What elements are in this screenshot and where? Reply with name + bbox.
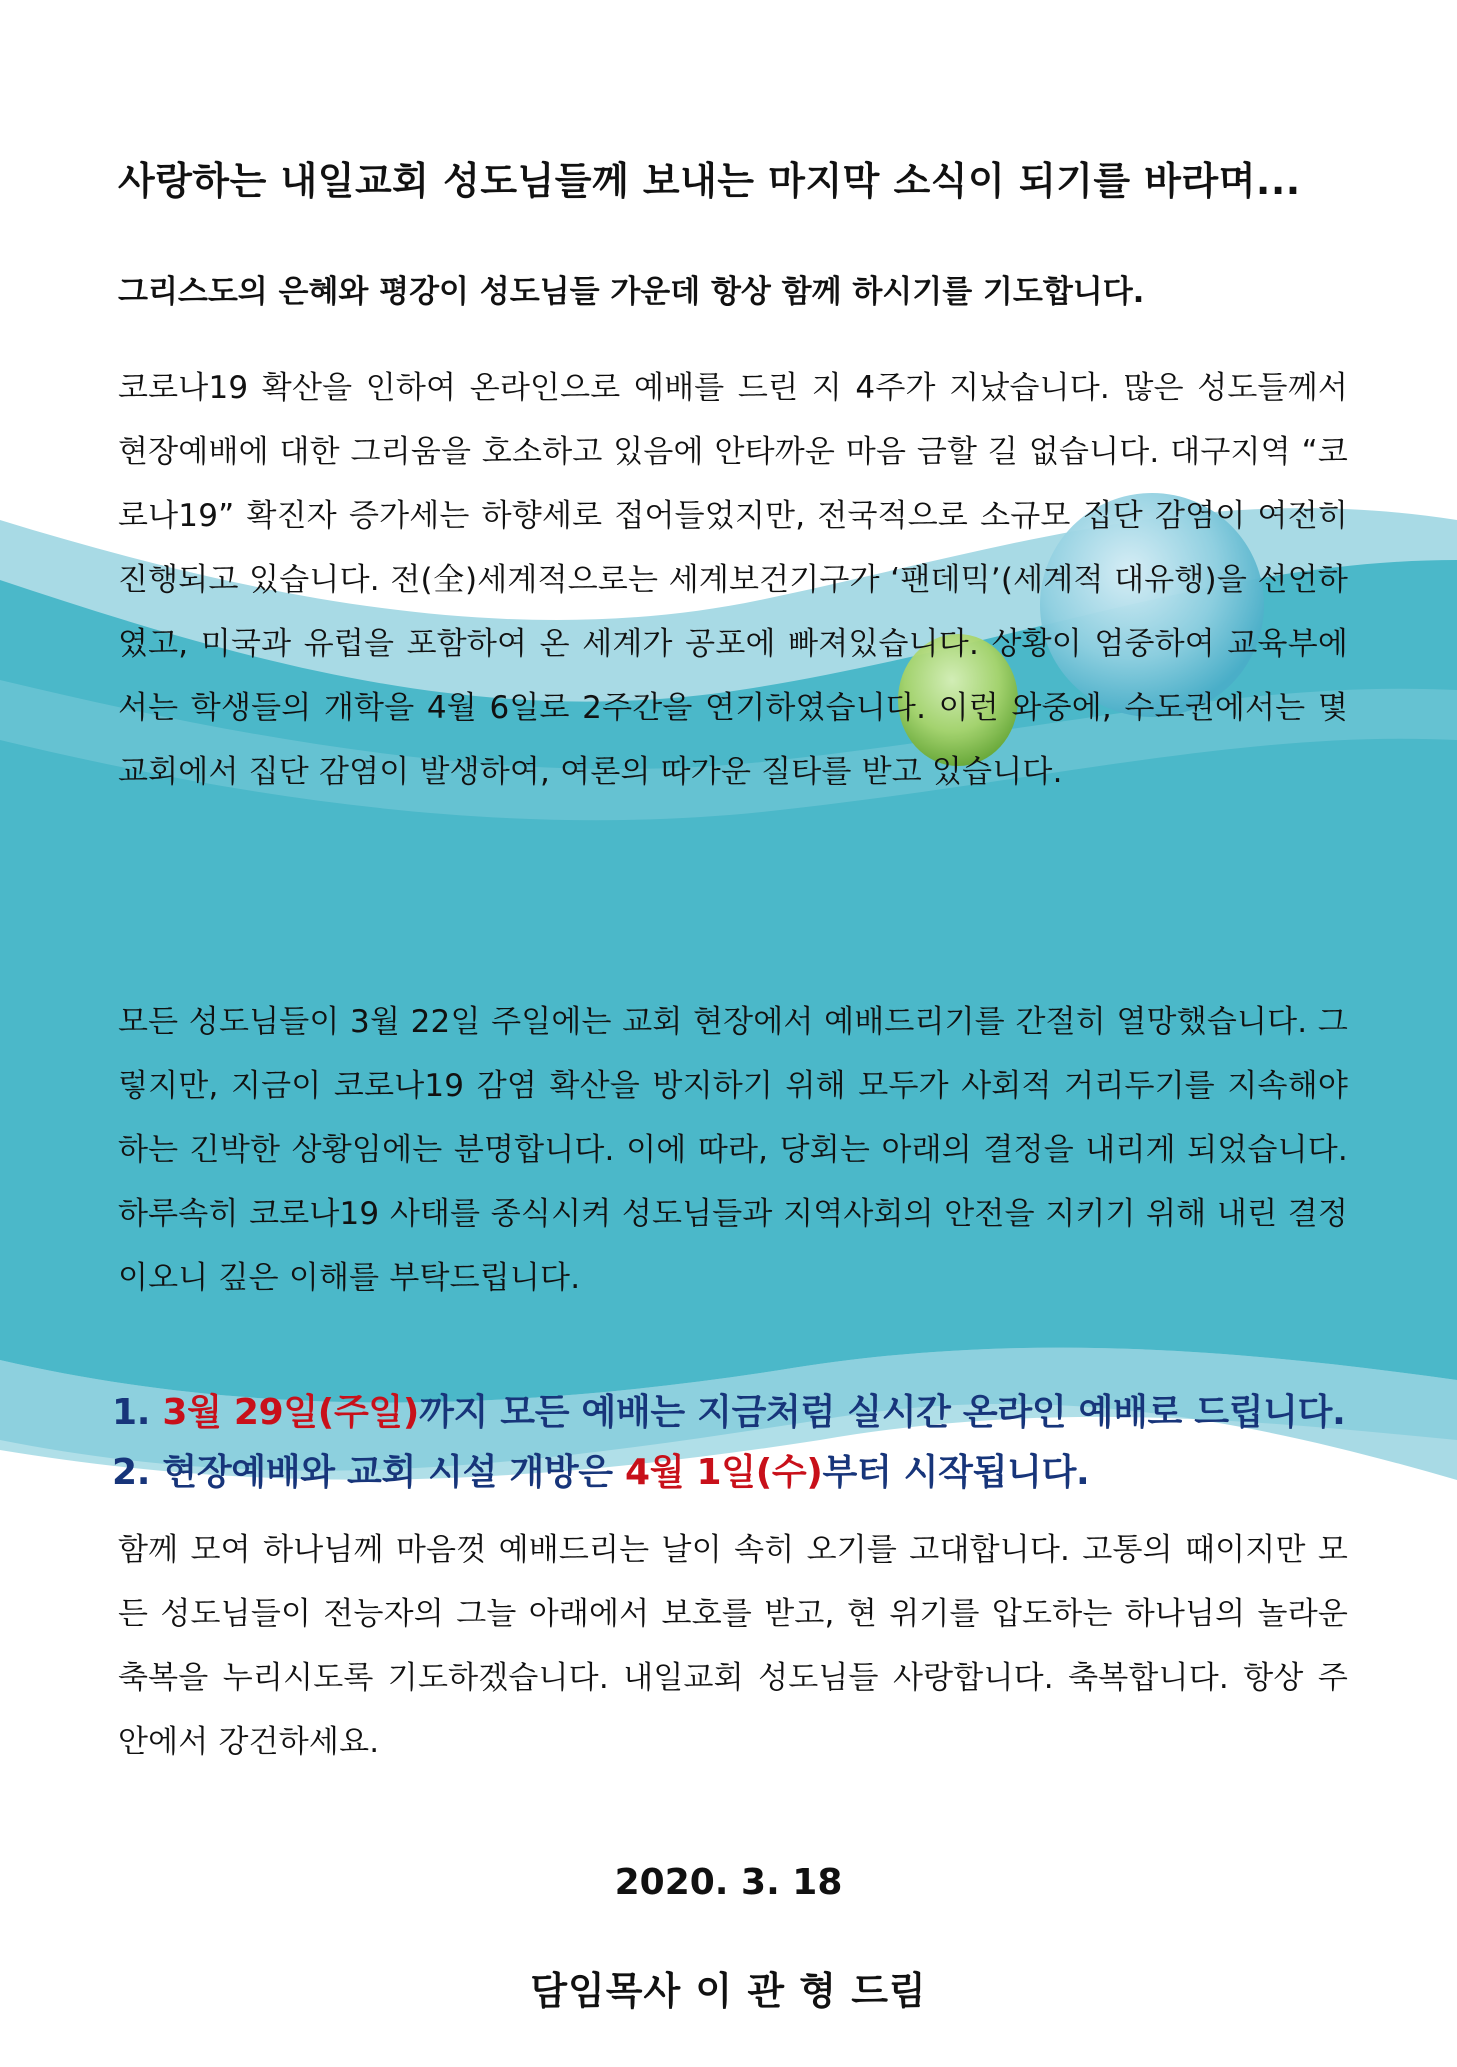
notice-2-date: 4월 1일(수) xyxy=(625,1452,823,1493)
notice-1-text: 까지 모든 예배는 지금처럼 실시간 온라인 예배로 드립니다. xyxy=(419,1392,1346,1433)
notice-reopening xyxy=(112,1444,1372,1495)
paragraph-situation: 코로나19 확산을 인하여 온라인으로 예배를 드린 지 4주가 지났습니다. 많은 성도들께서 현장예배에 대한 그리움을 호소하고 있음에 안타까운 마음 금할 길 없습니다. 대구지역 “코로나19” 확진자 증가세는 하향세로 접어들었지만, 전국적으로 소규모 집단 감염이 여전히 진행되고 있습니다. 전(全)세계적으로는 세계보건기구가 ‘팬데믹’(세계적 대유행)을 선언하였고, 미국과 유럽을 포함하여 온 세계가 공포에 빠져있습니다. 상황이 엄중하여 교육부에서는 학생들의 개학을 4월 6일로 2주간을 연기하였습니다. 이런 와중에, 수도권에서는 몇 교회에서 집단 감염이 발생하여, 여론의 따가운 질타를 받고 있습니다. xyxy=(118,370,1348,790)
notice-online-worship xyxy=(112,1384,1372,1435)
notice-1-date: 3월 29일(주일) xyxy=(162,1392,420,1433)
notice-2-prefix: 2. 현장예배와 교회 시설 개방은 xyxy=(112,1452,626,1493)
letter-signature: 담임목사 이 관 형 드림 xyxy=(530,1969,927,2013)
paragraph-decision: 모든 성도님들이 3월 22일 주일에는 교회 현장에서 예배드리기를 간절히 열망했습니다. 그렇지만, 지금이 코로나19 감염 확산을 방지하기 위해 모두가 사회적 거리두기를 지속해야 하는 긴박한 상황임에는 분명합니다. 이에 따라, 당회는 아래의 결정을 내리게 되었습니다. 하루속히 코로나19 사태를 종식시켜 성도님들과 지역사회의 안전을 지키기 위해 내린 결정이오니 깊은 이해를 부탁드립니다. xyxy=(118,1004,1348,1296)
paragraph-closing: 함께 모여 하나님께 마음껏 예배드리는 날이 속히 오기를 고대합니다. 고통의 때이지만 모든 성도님들이 전능자의 그늘 아래에서 보호를 받고, 현 위기를 압도하는 하나님의 놀라운 축복을 누리시도록 기도하겠습니다. 내일교회 성도님들 사랑합니다. 축복합니다. 항상 주 안에서 강건하세요. xyxy=(118,1532,1348,1760)
notice-1-number: 1. xyxy=(112,1392,163,1433)
letter-date: 2020. 3. 18 xyxy=(614,1862,843,1903)
letter-title: 사랑하는 내일교회 성도님들께 보내는 마지막 소식이 되기를 바라며... xyxy=(118,159,1301,203)
letter-greeting: 그리스도의 은혜와 평강이 성도님들 가운데 항상 함께 하시기를 기도합니다. xyxy=(118,274,1145,310)
notice-2-text: 부터 시작됩니다. xyxy=(822,1452,1090,1493)
